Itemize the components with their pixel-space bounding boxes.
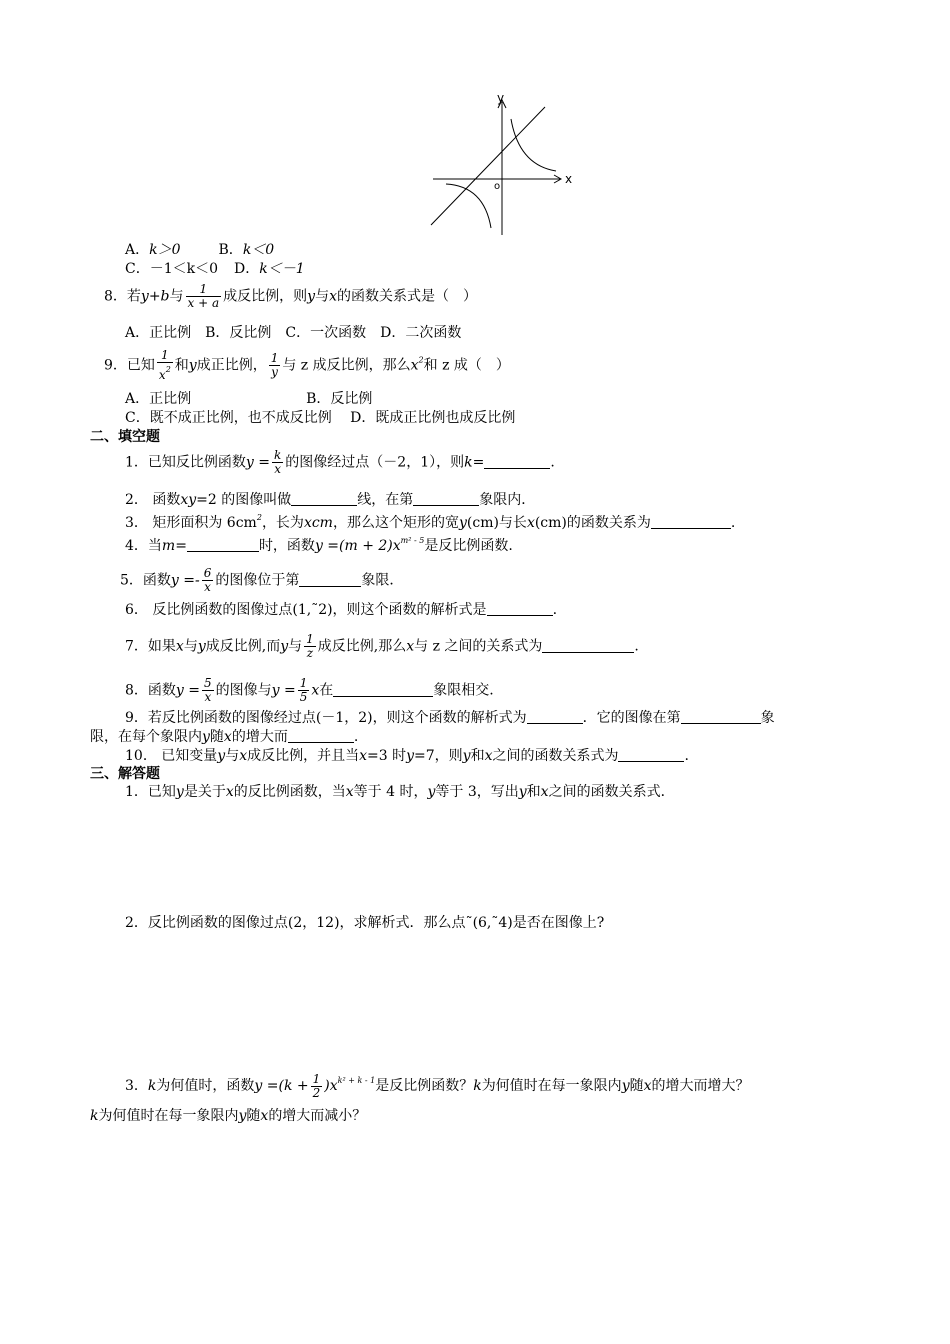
function-graph bbox=[428, 92, 588, 242]
hyperbola-branch-right bbox=[511, 119, 556, 171]
fill-question-3: 3． 矩形面积为 $6cm^2$，长为xcm，那么这个矩形的宽y(cm)与长x(cm)的函数关系为 . bbox=[125, 513, 736, 531]
answer-blank[interactable] bbox=[187, 537, 259, 552]
linear-function-line bbox=[431, 107, 545, 225]
answer-blank[interactable] bbox=[484, 454, 550, 469]
section-heading-fill-in: 二、填空题 bbox=[90, 429, 160, 445]
fill-question-7: 7．如果x与y成反比例,而y与 $\frac{1}{z}$ 成反比例,那么x与 z 之间的关系式为 . bbox=[125, 632, 639, 660]
question-9: 9．已知 $\frac{1}{x^2}$ 和y成正比例， $\frac{1}{y}$ 与 z 成反比例，那么$x^2$和 z 成（ ） bbox=[104, 348, 510, 382]
fraction: $\frac{6}{x}$ bbox=[203, 566, 212, 594]
question-8: 8．若y+b与 $\frac{1}{x + a}$ 成反比例，则y与x的函数关系式是（ ） bbox=[104, 282, 477, 310]
answer-blank[interactable] bbox=[291, 491, 357, 506]
fraction: $\frac{1}{x^2}$ bbox=[158, 348, 171, 382]
solve-question-3-line2: k为何值时在每一象限内y随x的增大而减小？ bbox=[90, 1108, 367, 1124]
fraction: $\frac{k}{x}$ bbox=[274, 448, 282, 476]
question-9-options-row1: A．正比例 B．反比例 bbox=[125, 391, 373, 407]
fill-question-10: 10． 已知变量y与x成反比例，并且当x=3 时y=7，则y和x之间的函数关系式为 . bbox=[125, 748, 689, 764]
answer-blank[interactable] bbox=[487, 601, 553, 616]
fraction: $\frac{1}{2}$ bbox=[312, 1071, 321, 1100]
answer-blank[interactable] bbox=[288, 728, 354, 743]
fraction: $\frac{1}{y}$ bbox=[270, 351, 279, 379]
fraction: $\frac{1}{5}$ bbox=[299, 676, 308, 704]
question-8-options: A．正比例 B．反比例 C．一次函数 D．二次函数 bbox=[125, 325, 462, 341]
fraction: $\frac{1}{x + a}$ bbox=[187, 282, 220, 310]
solve-question-2: 2．反比例函数的图像过点(2，12)，求解析式．那么点˜(6,˜4)是否在图像上? bbox=[125, 915, 605, 931]
fill-question-6: 6． 反比例函数的图像过点(1,˜2)，则这个函数的解析式是 . bbox=[125, 602, 558, 618]
q7-options-row1: A．k＞0 B．k＜0 bbox=[125, 242, 275, 258]
answer-blank[interactable] bbox=[542, 638, 634, 653]
fill-question-4: 4．当m= 时，函数$y =(m + 2)x^{m^2 - 5}$是反比例函数. bbox=[125, 536, 513, 554]
x-axis-label: x bbox=[565, 172, 573, 186]
answer-blank[interactable] bbox=[527, 709, 583, 724]
y-axis-label: y bbox=[497, 92, 505, 105]
fraction: $\frac{5}{x}$ bbox=[204, 676, 212, 704]
answer-blank[interactable] bbox=[299, 572, 361, 587]
fill-question-1: 1．已知反比例函数y = $\frac{k}{x}$ 的图像经过点（－2，1），则k= . bbox=[125, 448, 555, 476]
answer-blank[interactable] bbox=[681, 709, 761, 724]
fill-question-8: 8．函数y = $\frac{5}{x}$ 的图像与y = $\frac{1}{5}$ x在 象限相交. bbox=[125, 676, 494, 704]
answer-blank[interactable] bbox=[333, 682, 433, 697]
fill-question-2: 2． 函数xy=2 的图像叫做 线，在第 象限内． bbox=[125, 492, 536, 508]
fill-question-5: 5．函数y =- $\frac{6}{x}$ 的图像位于第 象限． bbox=[120, 566, 404, 594]
question-9-options-row2: C．既不成正比例，也不成反比例 D．既成正比例也成反比例 bbox=[125, 410, 516, 426]
hyperbola-branch-left bbox=[446, 184, 491, 228]
fill-question-9-line2: 限，在每个象限内y随x的增大而 . bbox=[90, 729, 359, 745]
q7-options-row2: C．－1＜k＜0 D．k＜－1 bbox=[125, 261, 305, 277]
fill-question-9-line1: 9．若反比例函数的图像经过点(－1，2)，则这个函数的解析式为 ．它的图像在第 象 bbox=[125, 710, 775, 726]
answer-blank[interactable] bbox=[651, 514, 731, 529]
section-heading-solve: 三、解答题 bbox=[90, 766, 160, 782]
solve-question-1: 1．已知y是关于x的反比例函数，当x等于 4 时，y等于 3，写出y和x之间的函数关系式． bbox=[125, 784, 675, 800]
fraction: $\frac{1}{z}$ bbox=[306, 632, 314, 660]
answer-blank[interactable] bbox=[413, 491, 479, 506]
solve-question-3-line1: 3．k为何值时，函数y =(k + $\frac{1}{2}$ )$x^{k^2 + k - 1}$是反比例函数？k为何值时在每一象限内y随x的增大而增大？ bbox=[125, 1071, 750, 1100]
origin-label: o bbox=[494, 181, 501, 192]
answer-blank[interactable] bbox=[618, 747, 684, 762]
